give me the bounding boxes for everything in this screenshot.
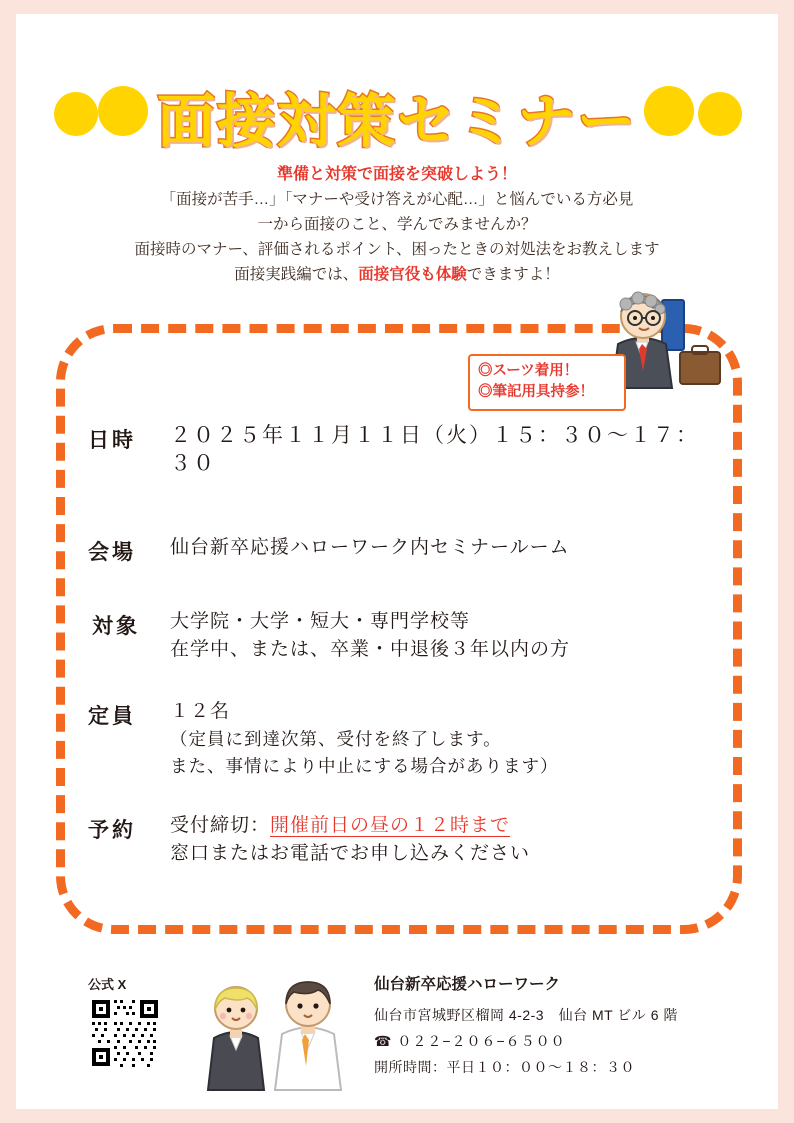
value-capacity: １２名 bbox=[170, 701, 231, 722]
lead-line-5-highlight: 面接官役も体験 bbox=[358, 266, 467, 283]
value-date: ２０２５年１１月１１日（火）１５：３０〜１７：３０ bbox=[170, 424, 699, 475]
capacity-note-line-1: （定員に到達次第、受付を終了します。 bbox=[170, 729, 502, 749]
notes-box bbox=[468, 354, 626, 411]
info-row-capacity bbox=[88, 698, 718, 780]
capacity-note-line-2: また、事情により中止にする場合があります） bbox=[170, 756, 559, 776]
student-pair-character-icon bbox=[206, 972, 366, 1092]
info-list bbox=[88, 422, 718, 868]
info-row-target bbox=[88, 608, 718, 664]
office-address: 仙台市宮城野区榴岡 4-2-3 仙台 MT ビル 6 階 bbox=[374, 1007, 678, 1023]
qr-code-icon[interactable] bbox=[88, 996, 162, 1070]
info-row-place bbox=[88, 534, 718, 566]
label-reservation: 予約 bbox=[88, 819, 136, 842]
title-decoration bbox=[16, 44, 778, 154]
flyer-page bbox=[16, 14, 778, 1109]
lead-line-4: 面接時のマナー、評価されるポイント、困ったときの対処法をお教えします bbox=[134, 241, 660, 258]
value-target-line-1: 大学院・大学・短大・専門学校等 bbox=[170, 611, 471, 632]
lead-line-2: 「面接が苦手…」「マナーや受け答えが心配…」と悩んでいる方必見 bbox=[160, 191, 634, 208]
lead-copy bbox=[16, 162, 778, 287]
info-row-date bbox=[88, 422, 718, 478]
note-stationery: ◎筆記用具持参！ bbox=[478, 384, 594, 400]
official-x-label: 公式 X bbox=[88, 977, 127, 992]
note-suit: ◎スーツ着用！ bbox=[478, 363, 579, 379]
lead-line-5-prefix: 面接実践編では、 bbox=[234, 266, 359, 283]
value-target-line-2: 在学中、または、卒業・中退後３年以内の方 bbox=[170, 639, 571, 660]
label-date: 日時 bbox=[88, 429, 136, 452]
lead-line-3: 一から面接のこと、学んでみませんか？ bbox=[257, 216, 537, 233]
page-title: 面接対策セミナー bbox=[156, 87, 637, 155]
office-info bbox=[374, 972, 734, 1080]
value-place: 仙台新卒応援ハローワーク内セミナールーム bbox=[170, 537, 570, 558]
info-row-reservation bbox=[88, 812, 718, 868]
reservation-deadline: 開催前日の昼の１２時まで bbox=[270, 815, 511, 836]
label-capacity: 定員 bbox=[88, 705, 136, 728]
lead-line-1: 準備と対策で面接を突破しよう！ bbox=[276, 166, 517, 183]
label-place: 会場 bbox=[88, 541, 136, 564]
reservation-prefix: 受付締切： bbox=[170, 815, 271, 836]
reservation-line-2: 窓口またはお電話でお申し込みください bbox=[170, 843, 531, 864]
label-target: 対象 bbox=[92, 615, 140, 638]
office-name: 仙台新卒応援ハローワーク bbox=[374, 976, 561, 993]
office-hours: 開所時間：平日１０：００〜１８：３０ bbox=[374, 1059, 635, 1075]
office-tel: ☎ ０２２−２０６−６５００ bbox=[374, 1033, 566, 1049]
lead-line-5-suffix: できますよ！ bbox=[466, 266, 560, 283]
